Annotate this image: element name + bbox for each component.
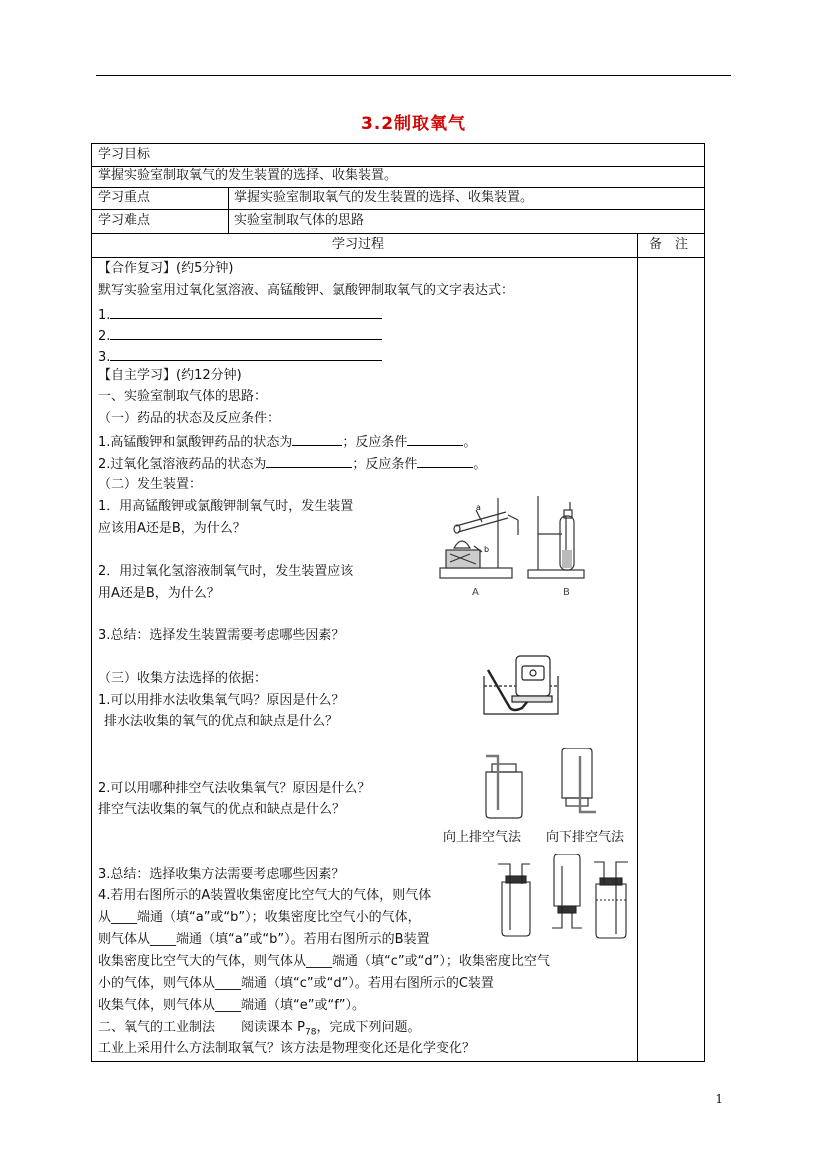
- collect-q2: 2.可以用哪种排空气法收集氧气？原因是什么？: [98, 781, 371, 796]
- downward-air-label: 向下排空气法: [546, 830, 625, 845]
- label-a: a: [476, 503, 481, 512]
- generator-apparatus-figure: [436, 490, 596, 600]
- industrial-question: 工业上采用什么方法制取氧气？该方法是物理变化还是化学变化？: [98, 1041, 476, 1056]
- water-displacement-figure: [482, 652, 562, 718]
- generator-q1-line1: 1．用高锰酸钾或氯酸钾制氧气时，发生装置: [98, 499, 354, 514]
- question-2: 2.过氧化氢溶液药品的状态为 ；反应条件 。: [98, 454, 486, 474]
- goal-text: 掌握实验室制取氧气的发生装置的选择、收集装置。: [98, 168, 398, 183]
- row-divider: [92, 257, 704, 258]
- collect-q4-l2: 从____端通（填“a”或“b”）；收集密度比空气小的气体，: [98, 910, 421, 925]
- self-study-heading: 【自主学习】(约12分钟): [98, 368, 242, 383]
- difficulty-text: 实验室制取气体的思路: [234, 213, 365, 228]
- label-b: b: [484, 545, 490, 554]
- section-2: （二）发生装置：: [98, 477, 203, 492]
- page-title: 3.2制取氧气: [360, 114, 467, 134]
- row-divider: [92, 187, 704, 188]
- key-text: 掌握实验室制取氧气的发生装置的选择、收集装置。: [234, 190, 534, 205]
- header-rule: [96, 75, 731, 76]
- row-divider: [92, 233, 704, 234]
- review-heading: 【合作复习】(约5分钟): [98, 261, 234, 276]
- downward-air-figure: [552, 748, 612, 820]
- section-1: 一、实验室制取气体的思路：: [98, 389, 268, 404]
- collection-bottles-figure: [496, 854, 636, 946]
- col-divider: [228, 187, 229, 233]
- collect-q4-l1: 4.若用右图所示的A装置收集密度比空气大的气体，则气体: [98, 888, 432, 903]
- collect-q2b: 排空气法收集的氧气的优点和缺点是什么？: [98, 802, 346, 817]
- upward-air-label: 向上排空气法: [443, 830, 522, 845]
- generator-q2-line2: 用A还是B，为什么？: [98, 586, 220, 601]
- difficulty-label: 学习难点: [98, 213, 151, 228]
- goal-label: 学习目标: [98, 147, 151, 162]
- collect-q4-l5: 小的气体，则气体从____端通（填“c”或“d”）。若用右图所示的C装置: [98, 976, 494, 991]
- page-number: 1: [715, 1092, 723, 1106]
- upward-air-figure: [478, 748, 538, 820]
- section-3: （三）收集方法选择的依据：: [98, 671, 268, 686]
- notes-header: 备 注: [649, 237, 689, 252]
- process-header: 学习过程: [332, 237, 385, 252]
- answer-line-2: 2.: [98, 326, 382, 346]
- apparatus-A-label: A: [472, 587, 479, 598]
- collect-q4-l4: 收集密度比空气大的气体，则气体从____端通（填“c”或“d”）；收集密度比空气: [98, 954, 550, 969]
- collect-q4-l6: 收集气体，则气体从____端通（填“e”或“f”）。: [98, 998, 366, 1013]
- collect-q1: 1.可以用排水法收集氧气吗？原因是什么？: [98, 693, 345, 708]
- answer-line-1: 1.: [98, 305, 382, 325]
- generator-summary: 3.总结：选择发生装置需要考虑哪些因素？: [98, 628, 345, 643]
- generator-q2-line1: 2．用过氧化氢溶液制氧气时，发生装置应该: [98, 564, 354, 579]
- answer-line-3: 3.: [98, 347, 382, 367]
- row-divider: [92, 209, 704, 210]
- section-1a: （一）药品的状态及反应条件：: [98, 411, 281, 426]
- generator-q1-line2: 应该用A还是B，为什么？: [98, 521, 246, 536]
- col-divider: [637, 233, 638, 1061]
- collect-q1b: 排水法收集的氧气的优点和缺点是什么？: [104, 714, 339, 729]
- apparatus-B-label: B: [563, 587, 570, 598]
- question-1: 1.高锰酸钾和氯酸钾药品的状态为 ；反应条件 。: [98, 432, 476, 452]
- collect-q4-l3: 则气体从____端通（填“a”或“b”）。若用右图所示的B装置: [98, 932, 430, 947]
- collect-summary: 3.总结：选择收集方法需要考虑哪些因素？: [98, 867, 345, 882]
- industrial-heading: 二、氧气的工业制法 阅读课本 $P_{78}$，完成下列问题。: [98, 1020, 421, 1038]
- key-label: 学习重点: [98, 190, 151, 205]
- review-question: 默写实验室用过氧化氢溶液、高锰酸钾、氯酸钾制取氧气的文字表达式：: [98, 283, 515, 298]
